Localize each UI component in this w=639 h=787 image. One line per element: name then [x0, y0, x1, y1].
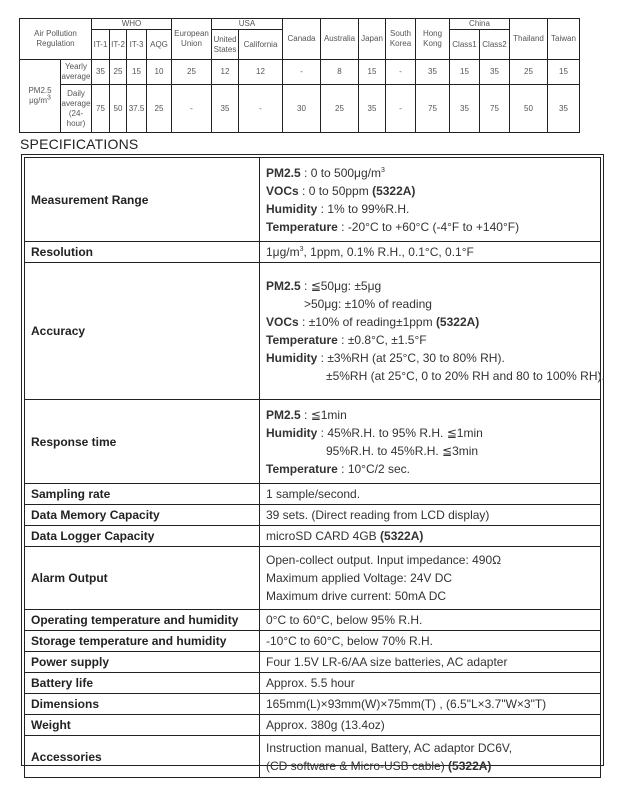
spec-value [260, 547, 601, 610]
row-label-yearly [61, 60, 92, 85]
spec-text: : 45%R.H. to 95% R.H. ≦1min [317, 425, 483, 440]
spec-key: Humidity [266, 351, 318, 365]
spec-text: : ±10% of reading±1ppm [298, 315, 436, 329]
spec-text: : 1% to 99%R.H. [317, 201, 410, 216]
table-row [20, 85, 580, 133]
spec-label: Accessories [25, 736, 260, 778]
col-eu-line1: European [174, 29, 209, 38]
col-aqg: AQG [147, 30, 172, 60]
spec-value [260, 526, 601, 547]
group-china: China [450, 19, 510, 30]
col-taiwan: Taiwan [548, 19, 580, 60]
corner-header [20, 19, 92, 60]
specifications-table [24, 157, 605, 778]
spec-value [260, 400, 601, 484]
cell: - [283, 60, 321, 85]
row-group-unit-sup: 3 [47, 94, 51, 102]
group-who: WHO [92, 19, 172, 30]
spec-label: Power supply [25, 652, 260, 673]
spec-text: Instruction manual, Battery, AC adaptor DC6V, [266, 740, 513, 755]
spec-value: Approx. 5.5 hour [260, 673, 601, 694]
cell: 35 [359, 85, 386, 133]
col-california: California [239, 30, 283, 60]
spec-text: (CD software & Micro-USB cable) [266, 758, 449, 773]
col-hong-kong [416, 19, 450, 60]
spec-label: Data Logger Capacity [25, 526, 260, 547]
specifications-table-frame [21, 154, 605, 773]
spec-value [260, 242, 601, 263]
specifications-title: SPECIFICATIONS [20, 136, 139, 152]
spec-key: PM2.5 [266, 279, 301, 293]
col-it2: IT-2 [110, 30, 127, 60]
spec-text: : ≦1min [300, 407, 347, 422]
col-australia: Australia [321, 19, 359, 60]
spec-row-measurement-range [25, 158, 601, 242]
cell: 50 [110, 85, 127, 133]
spec-label: Alarm Output [25, 547, 260, 610]
table-row [20, 60, 580, 85]
cell: 75 [416, 85, 450, 133]
cell: 35 [548, 85, 580, 133]
spec-row-sampling-rate [25, 484, 601, 505]
spec-text: : ≦50μg: ±5μg [300, 279, 382, 293]
cell: 50 [510, 85, 548, 133]
cell: 75 [92, 85, 110, 133]
cell: - [386, 60, 416, 85]
spec-row-alarm-output [25, 547, 601, 610]
spec-text: Maximum applied Voltage: 24V DC [266, 571, 453, 585]
spec-text: 1μg/m [266, 245, 300, 259]
cell: 15 [548, 60, 580, 85]
spec-key: PM2.5 [266, 165, 301, 180]
cell: 75 [480, 85, 510, 133]
row-label-daily-line4: hour) [66, 118, 86, 128]
cell: 37.5 [127, 85, 147, 133]
col-south-korea-line2: Korea [389, 39, 412, 48]
spec-row-resolution [25, 242, 601, 263]
row-group-unit-text: μg/m [29, 96, 48, 105]
cell: - [172, 85, 212, 133]
spec-model: (5322A) [435, 315, 480, 329]
col-class2: Class2 [480, 30, 510, 60]
spec-text: : ±0.8°C, ±1.5°F [337, 333, 427, 347]
col-eu [172, 19, 212, 60]
spec-key: PM2.5 [266, 407, 301, 422]
spec-value: 0°C to 60°C, below 95% R.H. [260, 610, 601, 631]
spec-text: : ±3%RH (at 25°C, 30 to 80% RH). [317, 351, 505, 365]
col-thailand: Thailand [510, 19, 548, 60]
row-group-pm25 [20, 60, 61, 133]
spec-key: Temperature [266, 333, 338, 347]
spec-value: 1 sample/second. [260, 484, 601, 505]
spec-label: Resolution [25, 242, 260, 263]
spec-text: , 1ppm, 0.1% R.H., 0.1°C, 0.1°F [303, 245, 474, 259]
cell: 35 [480, 60, 510, 85]
spec-label: Response time [25, 400, 260, 484]
spec-key: Humidity [266, 425, 318, 440]
cell: 15 [127, 60, 147, 85]
spec-text: : 0 to 500μg/m [300, 165, 381, 180]
cell: 12 [239, 60, 283, 85]
spec-model: (5322A) [372, 183, 416, 198]
row-group-unit [20, 96, 60, 106]
spec-label: Measurement Range [25, 158, 260, 242]
spec-row-weight [25, 715, 601, 736]
spec-sup: 3 [299, 246, 304, 253]
cell: 15 [450, 60, 480, 85]
cell: 25 [510, 60, 548, 85]
spec-row-accuracy [25, 263, 601, 400]
spec-text: ±5%RH (at 25°C, 0 to 20% RH and 80 to 100% RH). [326, 369, 605, 383]
cell: 35 [92, 60, 110, 85]
spec-model: (5322A) [380, 529, 424, 543]
spec-model: (5322A) [448, 758, 492, 773]
cell: 35 [212, 85, 239, 133]
col-class1: Class1 [450, 30, 480, 60]
spec-row-battery [25, 673, 601, 694]
corner-label-line2: Regulation [36, 39, 75, 48]
spec-row-data-logger [25, 526, 601, 547]
air-pollution-regulation-table [19, 18, 580, 133]
spec-text: >50μg: ±10% of reading [304, 297, 432, 311]
spec-text: microSD CARD 4GB [266, 529, 381, 543]
cell: 25 [321, 85, 359, 133]
spec-text: : -20°C to +60°C (-4°F to +140°F) [337, 219, 520, 234]
spec-text: : 10°C/2 sec. [337, 461, 410, 476]
spec-row-storage [25, 631, 601, 652]
spec-row-accessories [25, 736, 601, 778]
cell: 35 [416, 60, 450, 85]
spec-row-operating [25, 610, 601, 631]
cell: 25 [147, 85, 172, 133]
spec-value: 39 sets. (Direct reading from LCD display) [260, 505, 601, 526]
spec-row-response-time [25, 400, 601, 484]
cell: 12 [212, 60, 239, 85]
spec-value: Approx. 380g (13.4oz) [260, 715, 601, 736]
col-hong-kong-line2: Kong [423, 39, 442, 48]
col-us-line1: United [213, 34, 237, 44]
spec-label: Battery life [25, 673, 260, 694]
row-group-label: PM2.5 [28, 86, 52, 95]
group-usa: USA [212, 19, 283, 30]
spec-key: Temperature [266, 461, 338, 476]
col-japan: Japan [359, 19, 386, 60]
spec-value: -10°C to 60°C, below 70% R.H. [260, 631, 601, 652]
cell: 25 [172, 60, 212, 85]
spec-value [260, 158, 601, 242]
spec-value: Four 1.5V LR-6/AA size batteries, AC adapter [260, 652, 601, 673]
spec-label: Storage temperature and humidity [25, 631, 260, 652]
spec-label: Dimensions [25, 694, 260, 715]
spec-value [260, 736, 601, 778]
spec-label: Operating temperature and humidity [25, 610, 260, 631]
row-label-yearly-line1: Yearly [65, 62, 87, 71]
row-label-daily-line3: (24- [68, 108, 84, 118]
spec-row-data-memory [25, 505, 601, 526]
cell: - [239, 85, 283, 133]
cell: 35 [450, 85, 480, 133]
spec-value [260, 263, 605, 400]
spec-label: Sampling rate [25, 484, 260, 505]
row-label-daily-line2: average [61, 98, 91, 108]
spec-text: Open-collect output. Input impedance: 490Ω [266, 553, 502, 567]
col-hong-kong-line1: Hong [422, 29, 443, 38]
col-it3: IT-3 [127, 30, 147, 60]
cell: 15 [359, 60, 386, 85]
spec-sup: 3 [380, 166, 385, 174]
col-eu-line2: Union [181, 39, 202, 48]
spec-label: Accuracy [25, 263, 260, 400]
cell: 10 [147, 60, 172, 85]
cell: 30 [283, 85, 321, 133]
spec-value: 165mm(L)×93mm(W)×75mm(T) , (6.5"L×3.7"W×3"T) [260, 694, 601, 715]
col-south-korea [386, 19, 416, 60]
col-south-korea-line1: South [390, 29, 411, 38]
spec-text: Maximum drive current: 50mA DC [266, 589, 447, 603]
cell: - [386, 85, 416, 133]
col-it1: IT-1 [92, 30, 110, 60]
row-label-daily-line1: Daily [67, 88, 85, 98]
spec-label: Data Memory Capacity [25, 505, 260, 526]
row-label-yearly-line2: average [61, 72, 91, 81]
col-canada: Canada [283, 19, 321, 60]
spec-key: Humidity [266, 201, 318, 216]
spec-row-power [25, 652, 601, 673]
col-us [212, 30, 239, 60]
spec-row-dimensions [25, 694, 601, 715]
spec-text: 95%R.H. to 45%R.H. ≦3min [326, 443, 479, 458]
cell: 8 [321, 60, 359, 85]
corner-label-line1: Air Pollution [34, 29, 77, 38]
spec-key: VOCs [266, 183, 299, 198]
col-us-line2: States [213, 44, 237, 54]
spec-text: : 0 to 50ppm [298, 183, 373, 198]
row-label-daily [61, 85, 92, 133]
spec-key: VOCs [266, 315, 299, 329]
cell: 25 [110, 60, 127, 85]
spec-label: Weight [25, 715, 260, 736]
spec-key: Temperature [266, 219, 338, 234]
